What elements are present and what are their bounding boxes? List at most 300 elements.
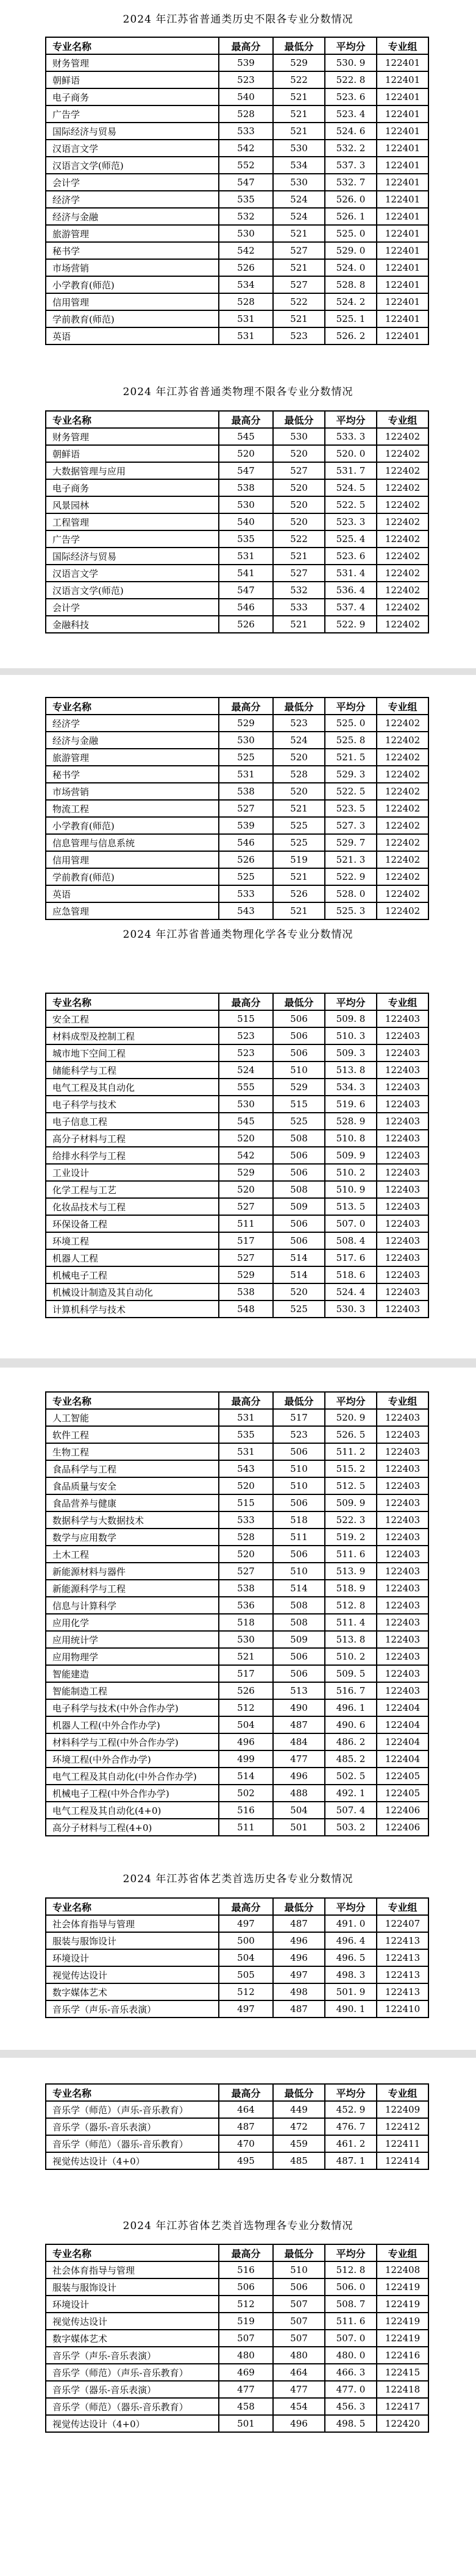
min-score-cell: 514: [273, 1580, 325, 1597]
table-row: [46, 2313, 428, 2330]
min-score-cell: 522: [273, 293, 325, 310]
max-score-cell: 538: [219, 1580, 273, 1597]
avg-score-cell: 492. 1: [325, 1785, 377, 1802]
major-name-cell: 风景园林: [46, 496, 219, 513]
max-score-cell: 512: [219, 2296, 273, 2313]
max-score-cell: 504: [219, 1949, 273, 1966]
column-header: 最低分: [273, 37, 325, 54]
min-score-cell: 517: [273, 1409, 325, 1426]
avg-score-cell: 502. 5: [325, 1768, 377, 1785]
min-score-cell: 521: [273, 800, 325, 817]
group-code-cell: 122419: [377, 2313, 428, 2330]
table-row: [46, 1283, 428, 1300]
major-name-cell: 电子商务: [46, 479, 219, 496]
avg-score-cell: 523. 6: [325, 548, 377, 565]
group-code-cell: 122402: [377, 496, 428, 513]
major-name-cell: 人工智能: [46, 1409, 219, 1426]
max-score-cell: 547: [219, 462, 273, 479]
major-name-cell: 软件工程: [46, 1426, 219, 1443]
min-score-cell: 506: [273, 1027, 325, 1044]
avg-score-cell: 496. 4: [325, 1932, 377, 1949]
min-score-cell: 509: [273, 1198, 325, 1215]
score-table: [45, 1897, 429, 2018]
avg-score-cell: 496. 1: [325, 1699, 377, 1716]
max-score-cell: 530: [219, 1631, 273, 1648]
avg-score-cell: 509. 9: [325, 1494, 377, 1511]
table-row: [46, 1563, 428, 1580]
group-code-cell: 122403: [377, 1266, 428, 1283]
avg-score-cell: 512. 8: [325, 1597, 377, 1614]
group-code-cell: 122401: [377, 293, 428, 310]
table-row: [46, 1983, 428, 2000]
min-score-cell: 523: [273, 327, 325, 344]
major-name-cell: 旅游管理: [46, 749, 219, 766]
min-score-cell: 514: [273, 1249, 325, 1266]
avg-score-cell: 507. 0: [325, 2330, 377, 2347]
table-row: [46, 1266, 428, 1283]
table-row: [46, 2278, 428, 2296]
avg-score-cell: 452. 9: [325, 2101, 377, 2118]
table-row: [46, 428, 428, 445]
group-code-cell: 122402: [377, 817, 428, 834]
avg-score-cell: 501. 9: [325, 1983, 377, 2000]
major-name-cell: 电子科学与技术(中外合作办学): [46, 1699, 219, 1716]
group-code-cell: 122403: [377, 1198, 428, 1215]
max-score-cell: 528: [219, 105, 273, 123]
group-code-cell: 122403: [377, 1181, 428, 1198]
group-code-cell: 122402: [377, 868, 428, 885]
min-score-cell: 521: [273, 548, 325, 565]
max-score-cell: 521: [219, 1648, 273, 1665]
table-row: [46, 310, 428, 327]
min-score-cell: 487: [273, 2000, 325, 2018]
table-row: [46, 1682, 428, 1699]
min-score-cell: 521: [273, 868, 325, 885]
table-row: [46, 1096, 428, 1113]
major-name-cell: 应用物理学: [46, 1648, 219, 1665]
column-header: 专业名称: [46, 1898, 219, 1915]
major-name-cell: 土木工程: [46, 1546, 219, 1563]
max-score-cell: 534: [219, 276, 273, 293]
group-code-cell: 122403: [377, 1300, 428, 1318]
avg-score-cell: 523. 4: [325, 105, 377, 123]
max-score-cell: 511: [219, 1215, 273, 1232]
group-code-cell: 122403: [377, 1079, 428, 1096]
group-code-cell: 122402: [377, 462, 428, 479]
max-score-cell: 520: [219, 1546, 273, 1563]
group-code-cell: 122403: [377, 1648, 428, 1665]
group-code-cell: 122401: [377, 174, 428, 191]
max-score-cell: 526: [219, 1682, 273, 1699]
min-score-cell: 521: [273, 225, 325, 242]
min-score-cell: 523: [273, 1426, 325, 1443]
major-name-cell: 朝鲜语: [46, 71, 219, 88]
min-score-cell: 506: [273, 1044, 325, 1061]
table-row: [46, 1648, 428, 1665]
max-score-cell: 533: [219, 885, 273, 902]
score-table: [45, 37, 429, 345]
column-header: 专业组: [377, 698, 428, 715]
min-score-cell: 506: [273, 1665, 325, 1682]
header-row: [46, 37, 428, 54]
table-row: [46, 1750, 428, 1768]
group-code-cell: 122403: [377, 1580, 428, 1597]
max-score-cell: 520: [219, 1130, 273, 1147]
max-score-cell: 529: [219, 715, 273, 732]
min-score-cell: 527: [273, 276, 325, 293]
min-score-cell: 525: [273, 817, 325, 834]
header-row: [46, 411, 428, 428]
max-score-cell: 501: [219, 2415, 273, 2432]
min-score-cell: 511: [273, 1529, 325, 1546]
max-score-cell: 530: [219, 496, 273, 513]
column-header: 平均分: [325, 1392, 377, 1409]
header-row: [46, 698, 428, 715]
major-name-cell: 广告学: [46, 105, 219, 123]
avg-score-cell: 532. 2: [325, 140, 377, 157]
max-score-cell: 538: [219, 783, 273, 800]
major-name-cell: 音乐学（师范）（声乐-音乐教育）: [46, 2101, 219, 2118]
max-score-cell: 539: [219, 817, 273, 834]
min-score-cell: 498: [273, 1983, 325, 2000]
max-score-cell: 531: [219, 327, 273, 344]
min-score-cell: 527: [273, 462, 325, 479]
major-name-cell: 计算机科学与技术: [46, 1300, 219, 1318]
group-code-cell: 122403: [377, 1010, 428, 1027]
max-score-cell: 523: [219, 71, 273, 88]
group-code-cell: 122409: [377, 2101, 428, 2118]
avg-score-cell: 486. 2: [325, 1733, 377, 1750]
min-score-cell: 527: [273, 565, 325, 582]
min-score-cell: 534: [273, 157, 325, 174]
group-code-cell: 122403: [377, 1563, 428, 1580]
table-row: [46, 1300, 428, 1318]
min-score-cell: 449: [273, 2101, 325, 2118]
group-code-cell: 122403: [377, 1409, 428, 1426]
max-score-cell: 538: [219, 479, 273, 496]
major-name-cell: 机械电子工程(中外合作办学): [46, 1785, 219, 1802]
group-code-cell: 122402: [377, 749, 428, 766]
max-score-cell: 527: [219, 1249, 273, 1266]
table-row: [46, 174, 428, 191]
avg-score-cell: 498. 5: [325, 2415, 377, 2432]
header-row: [46, 2244, 428, 2261]
avg-score-cell: 496. 5: [325, 1949, 377, 1966]
avg-score-cell: 526. 5: [325, 1426, 377, 1443]
group-code-cell: 122401: [377, 242, 428, 259]
min-score-cell: 515: [273, 1096, 325, 1113]
table-row: [46, 1819, 428, 1836]
max-score-cell: 530: [219, 732, 273, 749]
avg-score-cell: 461. 2: [325, 2135, 377, 2152]
max-score-cell: 502: [219, 1785, 273, 1802]
max-score-cell: 464: [219, 2101, 273, 2118]
group-code-cell: 122402: [377, 479, 428, 496]
avg-score-cell: 513. 8: [325, 1631, 377, 1648]
group-code-cell: 122403: [377, 1027, 428, 1044]
column-header: 平均分: [325, 2244, 377, 2261]
column-header: 最高分: [219, 1898, 273, 1915]
group-code-cell: 122401: [377, 140, 428, 157]
column-header: 平均分: [325, 411, 377, 428]
column-header: 最高分: [219, 2244, 273, 2261]
avg-score-cell: 522. 8: [325, 71, 377, 88]
max-score-cell: 512: [219, 1983, 273, 2000]
column-header: 最低分: [273, 2084, 325, 2101]
score-table: [45, 1391, 429, 1836]
table-row: [46, 2381, 428, 2398]
max-score-cell: 496: [219, 1733, 273, 1750]
major-name-cell: 新能源科学与工程: [46, 1580, 219, 1597]
max-score-cell: 529: [219, 1266, 273, 1283]
group-code-cell: 122410: [377, 2000, 428, 2018]
min-score-cell: 508: [273, 1181, 325, 1198]
major-name-cell: 英语: [46, 885, 219, 902]
table-row: [46, 1785, 428, 1802]
min-score-cell: 527: [273, 242, 325, 259]
min-score-cell: 521: [273, 310, 325, 327]
score-table: [45, 2244, 429, 2433]
table-row: [46, 140, 428, 157]
max-score-cell: 546: [219, 599, 273, 616]
major-name-cell: 环境工程: [46, 1232, 219, 1249]
avg-score-cell: 525. 1: [325, 310, 377, 327]
major-name-cell: 学前教育(师范): [46, 310, 219, 327]
table-row: [46, 242, 428, 259]
min-score-cell: 530: [273, 140, 325, 157]
max-score-cell: 533: [219, 1511, 273, 1529]
max-score-cell: 526: [219, 259, 273, 276]
avg-score-cell: 536. 4: [325, 582, 377, 599]
group-code-cell: 122415: [377, 2364, 428, 2381]
table-row: [46, 1460, 428, 1477]
min-score-cell: 477: [273, 1750, 325, 1768]
major-name-cell: 工业设计: [46, 1164, 219, 1181]
avg-score-cell: 533. 3: [325, 428, 377, 445]
min-score-cell: 507: [273, 2296, 325, 2313]
avg-score-cell: 511. 6: [325, 1546, 377, 1563]
table-row: [46, 530, 428, 548]
min-score-cell: 521: [273, 123, 325, 140]
avg-score-cell: 520. 9: [325, 1409, 377, 1426]
avg-score-cell: 480. 0: [325, 2347, 377, 2364]
avg-score-cell: 529. 7: [325, 834, 377, 851]
min-score-cell: 496: [273, 1949, 325, 1966]
max-score-cell: 515: [219, 1010, 273, 1027]
column-header: 专业组: [377, 1898, 428, 1915]
table-row: [46, 479, 428, 496]
max-score-cell: 524: [219, 1061, 273, 1079]
max-score-cell: 507: [219, 2330, 273, 2347]
min-score-cell: 520: [273, 496, 325, 513]
min-score-cell: 506: [273, 1010, 325, 1027]
major-name-cell: 经济与金融: [46, 732, 219, 749]
table-row: [46, 1443, 428, 1460]
major-name-cell: 智能制造工程: [46, 1682, 219, 1699]
major-name-cell: 学前教育(师范): [46, 868, 219, 885]
min-score-cell: 529: [273, 54, 325, 71]
group-code-cell: 122402: [377, 783, 428, 800]
min-score-cell: 532: [273, 582, 325, 599]
min-score-cell: 521: [273, 105, 325, 123]
min-score-cell: 507: [273, 2330, 325, 2347]
avg-score-cell: 510. 2: [325, 1648, 377, 1665]
table-row: [46, 851, 428, 868]
table-row: [46, 1027, 428, 1044]
header-row: [46, 1898, 428, 1915]
table-row: [46, 1614, 428, 1631]
min-score-cell: 501: [273, 1819, 325, 1836]
max-score-cell: 499: [219, 1750, 273, 1768]
major-name-cell: 旅游管理: [46, 225, 219, 242]
major-name-cell: 数学与应用数学: [46, 1529, 219, 1546]
column-header: 最低分: [273, 1898, 325, 1915]
min-score-cell: 477: [273, 2381, 325, 2398]
major-name-cell: 社会体育指导与管理: [46, 2261, 219, 2278]
major-name-cell: 电子科学与技术: [46, 1096, 219, 1113]
column-header: 平均分: [325, 698, 377, 715]
min-score-cell: 506: [273, 2278, 325, 2296]
table-row: [46, 1061, 428, 1079]
group-code-cell: 122404: [377, 1699, 428, 1716]
table-row: [46, 71, 428, 88]
avg-score-cell: 512. 5: [325, 1477, 377, 1494]
group-code-cell: 122401: [377, 123, 428, 140]
min-score-cell: 529: [273, 1079, 325, 1096]
table-row: [46, 1511, 428, 1529]
group-code-cell: 122403: [377, 1443, 428, 1460]
min-score-cell: 513: [273, 1682, 325, 1699]
min-score-cell: 521: [273, 259, 325, 276]
max-score-cell: 458: [219, 2398, 273, 2415]
max-score-cell: 500: [219, 1932, 273, 1949]
major-name-cell: 广告学: [46, 530, 219, 548]
group-code-cell: 122418: [377, 2381, 428, 2398]
score-table: [45, 410, 429, 633]
major-name-cell: 音乐学（师范）（器乐-音乐教育）: [46, 2135, 219, 2152]
major-name-cell: 朝鲜语: [46, 445, 219, 462]
max-score-cell: 477: [219, 2381, 273, 2398]
table-row: [46, 1529, 428, 1546]
min-score-cell: 480: [273, 2347, 325, 2364]
max-score-cell: 520: [219, 445, 273, 462]
header-row: [46, 2084, 428, 2101]
min-score-cell: 522: [273, 71, 325, 88]
group-code-cell: 122407: [377, 1915, 428, 1932]
avg-score-cell: 529. 0: [325, 242, 377, 259]
major-name-cell: 经济学: [46, 715, 219, 732]
avg-score-cell: 456. 3: [325, 2398, 377, 2415]
major-name-cell: 应用统计学: [46, 1631, 219, 1648]
table-row: [46, 2118, 428, 2135]
major-name-cell: 信用管理: [46, 851, 219, 868]
avg-score-cell: 510. 9: [325, 1181, 377, 1198]
min-score-cell: 524: [273, 191, 325, 208]
major-name-cell: 工程管理: [46, 513, 219, 530]
max-score-cell: 543: [219, 902, 273, 919]
column-header: 最高分: [219, 411, 273, 428]
column-header: 专业名称: [46, 37, 219, 54]
major-name-cell: 电子信息工程: [46, 1113, 219, 1130]
avg-score-cell: 490. 1: [325, 2000, 377, 2018]
max-score-cell: 523: [219, 1027, 273, 1044]
column-header: 最低分: [273, 411, 325, 428]
major-name-cell: 环保设备工程: [46, 1215, 219, 1232]
min-score-cell: 484: [273, 1733, 325, 1750]
group-code-cell: 122406: [377, 1819, 428, 1836]
avg-score-cell: 537. 4: [325, 599, 377, 616]
table-title: 2024 年江苏省普通类物理化学各专业分数情况: [123, 929, 353, 941]
group-code-cell: 122403: [377, 1460, 428, 1477]
max-score-cell: 487: [219, 2118, 273, 2135]
table-row: [46, 548, 428, 565]
group-code-cell: 122402: [377, 732, 428, 749]
min-score-cell: 509: [273, 1631, 325, 1648]
avg-score-cell: 511. 4: [325, 1614, 377, 1631]
avg-score-cell: 522. 3: [325, 1511, 377, 1529]
group-code-cell: 122401: [377, 259, 428, 276]
table-row: [46, 225, 428, 242]
group-code-cell: 122419: [377, 2330, 428, 2347]
max-score-cell: 520: [219, 1477, 273, 1494]
table-row: [46, 1044, 428, 1061]
max-score-cell: 480: [219, 2347, 273, 2364]
avg-score-cell: 526. 1: [325, 208, 377, 225]
group-code-cell: 122402: [377, 582, 428, 599]
max-score-cell: 539: [219, 54, 273, 71]
group-code-cell: 122402: [377, 445, 428, 462]
major-name-cell: 机器人工程(中外合作办学): [46, 1716, 219, 1733]
max-score-cell: 497: [219, 1915, 273, 1932]
max-score-cell: 520: [219, 1181, 273, 1198]
max-score-cell: 517: [219, 1665, 273, 1682]
avg-score-cell: 523. 5: [325, 800, 377, 817]
major-name-cell: 音乐学（声乐-音乐表演）: [46, 2000, 219, 2018]
avg-score-cell: 510. 2: [325, 1164, 377, 1181]
max-score-cell: 530: [219, 1096, 273, 1113]
max-score-cell: 541: [219, 565, 273, 582]
major-name-cell: 新能源材料与器件: [46, 1563, 219, 1580]
table-row: [46, 1631, 428, 1648]
min-score-cell: 459: [273, 2135, 325, 2152]
group-code-cell: 122416: [377, 2347, 428, 2364]
table-row: [46, 817, 428, 834]
avg-score-cell: 522. 9: [325, 616, 377, 633]
group-code-cell: 122403: [377, 1061, 428, 1079]
min-score-cell: 506: [273, 1648, 325, 1665]
score-table: [45, 2083, 429, 2170]
major-name-cell: 大数据管理与应用: [46, 462, 219, 479]
major-name-cell: 金融科技: [46, 616, 219, 633]
table-row: [46, 1130, 428, 1147]
group-code-cell: 122405: [377, 1785, 428, 1802]
min-score-cell: 522: [273, 530, 325, 548]
max-score-cell: 530: [219, 225, 273, 242]
major-name-cell: 经济与金融: [46, 208, 219, 225]
min-score-cell: 487: [273, 1915, 325, 1932]
column-header: 平均分: [325, 37, 377, 54]
group-code-cell: 122403: [377, 1113, 428, 1130]
column-header: 专业名称: [46, 2084, 219, 2101]
major-name-cell: 应急管理: [46, 902, 219, 919]
max-score-cell: 547: [219, 582, 273, 599]
table-row: [46, 732, 428, 749]
group-code-cell: 122401: [377, 71, 428, 88]
avg-score-cell: 509. 3: [325, 1044, 377, 1061]
max-score-cell: 529: [219, 1164, 273, 1181]
avg-score-cell: 524. 5: [325, 479, 377, 496]
min-score-cell: 507: [273, 2313, 325, 2330]
